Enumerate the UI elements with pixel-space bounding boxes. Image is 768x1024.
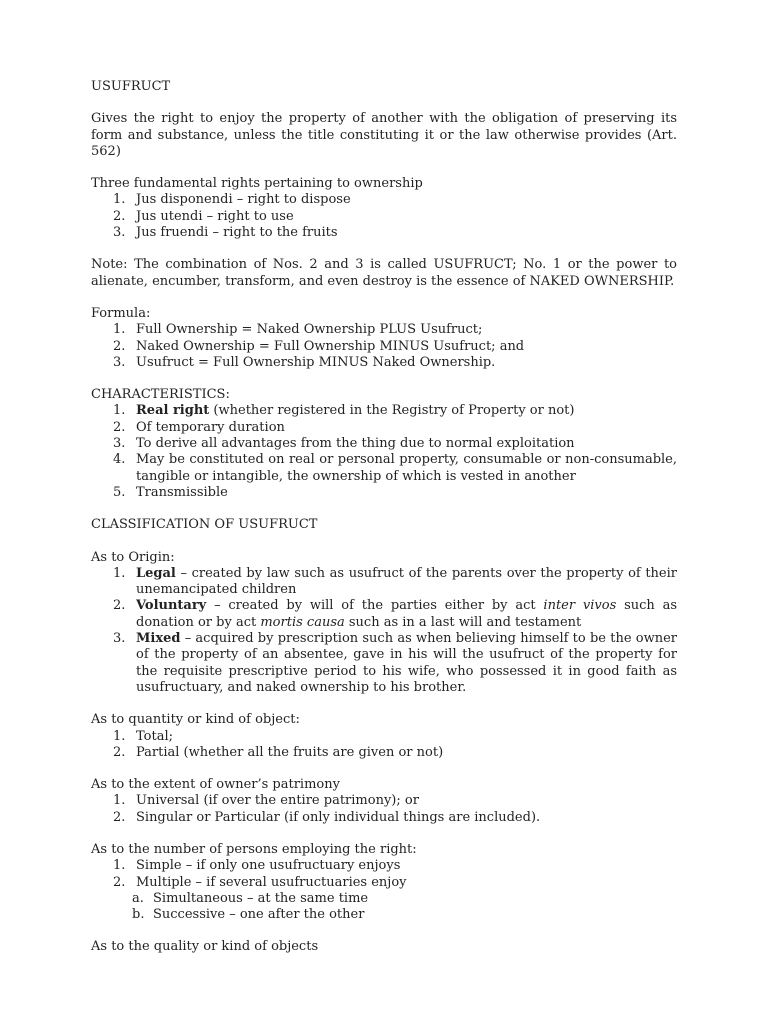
definition-paragraph: Gives the right to enjoy the property of another with the obligation of preserving its form and substance, unless the title constituting it or the law otherwise provides (Art. 562) xyxy=(91,111,677,159)
origin-list xyxy=(91,566,677,696)
list-item: a. Simultaneous – at the same time xyxy=(132,890,369,906)
extent-list xyxy=(91,793,677,826)
list-item: 3. Mixed – acquired by prescription such as when believing himself to be the owner of the property of an absentee, gave in his will the usufruct of the property for the requisite prescriptive period to his wife, who possessed it in good faith as usufructuary, and naked ownership to his brother. xyxy=(113,631,677,695)
list-item: 2. Of temporary duration xyxy=(113,419,285,435)
quantity-heading: As to quantity or kind of object: xyxy=(91,712,300,728)
rights-heading: Three fundamental rights pertaining to ownership xyxy=(91,176,423,192)
characteristics-section xyxy=(91,387,677,501)
note-paragraph: Note: The combination of Nos. 2 and 3 is called USUFRUCT; No. 1 or the power to alienate, encumber, transform, and even destroy is the essence of NAKED OWNERSHIP. xyxy=(91,257,677,289)
formula-section xyxy=(91,306,677,371)
list-item: 5. Transmissible xyxy=(113,484,228,500)
classification-heading: CLASSIFICATION OF USUFRUCT xyxy=(91,517,318,533)
origin-heading: As to Origin: xyxy=(91,549,175,565)
rights-section xyxy=(91,176,677,241)
list-item: 1. Jus disponendi – right to dispose xyxy=(113,192,351,208)
characteristics-list xyxy=(91,403,677,501)
list-item: 2. Partial (whether all the fruits are given or not) xyxy=(113,744,444,760)
document-title: USUFRUCT xyxy=(91,79,171,94)
quantity-list xyxy=(91,729,677,762)
extent-heading: As to the extent of owner’s patrimony xyxy=(91,777,340,793)
list-item: 3. To derive all advantages from the thing due to normal exploitation xyxy=(113,436,575,452)
list-item: 2. Naked Ownership = Full Ownership MINUS Usufruct; and xyxy=(113,338,525,354)
list-item: 1. Full Ownership = Naked Ownership PLUS Usufruct; xyxy=(113,322,483,338)
list-item: b. Successive – one after the other xyxy=(132,907,365,923)
list-item: 1. Legal – created by law such as usufruct of the parents over the property of their unemancipated children xyxy=(113,565,677,598)
list-item: 2. Multiple – if several usufructuaries enjoy xyxy=(113,874,407,890)
characteristics-heading: CHARACTERISTICS: xyxy=(91,387,230,403)
list-item: 4. May be constituted on real or personal property, consumable or non-consumable, tangible or intangible, the ownership of which is vested in another xyxy=(113,452,677,484)
list-item: 3. Jus fruendi – right to the fruits xyxy=(113,225,338,241)
origin-section xyxy=(91,550,677,697)
list-item: 2. Jus utendi – right to use xyxy=(113,208,294,224)
list-item: 2. Voluntary – created by will of the parties either by act inter vivos such as donation or by act mortis causa such as in a last will and testament xyxy=(113,598,678,630)
quality-heading: As to the quality or kind of objects xyxy=(91,939,319,955)
extent-section xyxy=(91,777,677,826)
formula-list xyxy=(91,322,677,371)
list-item: 1. Simple – if only one usufructuary enjoys xyxy=(113,858,401,874)
persons-section xyxy=(91,842,677,923)
document-body xyxy=(91,79,677,956)
persons-sublist xyxy=(91,891,677,924)
quantity-section xyxy=(91,712,677,761)
persons-heading: As to the number of persons employing the right: xyxy=(91,841,417,857)
persons-list xyxy=(91,858,677,891)
list-item: 2. Singular or Particular (if only individual things are included). xyxy=(113,809,541,825)
formula-heading: Formula: xyxy=(91,305,151,321)
list-item: 1. Real right (whether registered in the Registry of Property or not) xyxy=(113,403,575,419)
rights-list xyxy=(91,192,677,241)
list-item: 1. Total; xyxy=(113,728,174,744)
list-item: 1. Universal (if over the entire patrimony); or xyxy=(113,793,419,809)
list-item: 3. Usufruct = Full Ownership MINUS Naked Ownership. xyxy=(113,354,496,370)
